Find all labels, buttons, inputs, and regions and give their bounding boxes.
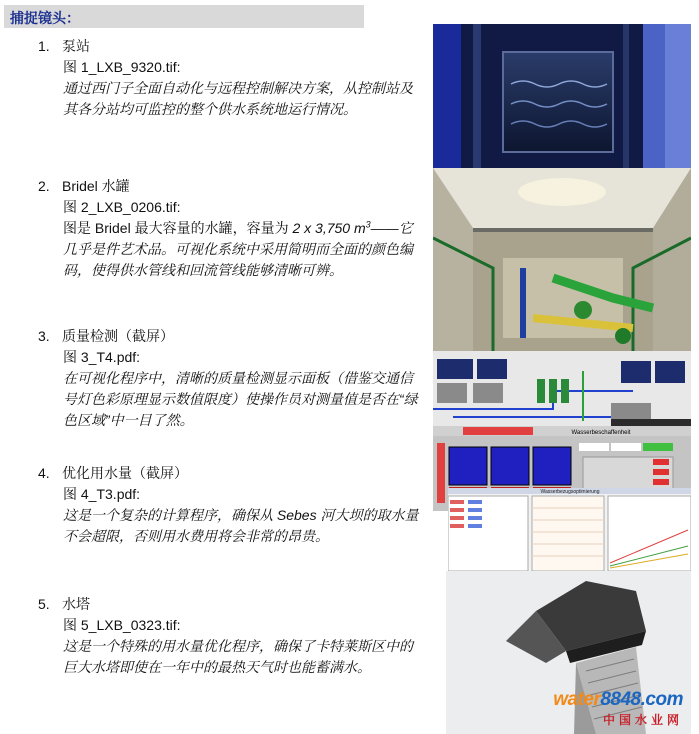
screenshot-quality-check [433,351,691,511]
item-filename: 图 2_LXB_0206.tif: [63,199,181,215]
item-title: 水塔 [62,596,90,612]
photo-water-tower [446,571,691,734]
list-item-bridel-tank [38,176,423,281]
item-filename: 图 3_T4.pdf: [63,349,141,365]
site-watermark [553,689,683,728]
screenshot-water-optimization [448,488,691,571]
item-number: 2. [38,178,50,194]
item-number: 5. [38,596,50,612]
photo-pump-station [433,24,691,168]
list-item-pump-station [38,36,423,120]
item-description: 图是 Bridel 最大容量的水罐，容量为 2 x 3,750 $m^3——$它几乎是件艺术品。可视化系统中采用简明而全面的颜色编码，使得供水管线和回流管线能够清晰可辨。 [63,219,413,278]
item-number: 3. [38,328,50,344]
item-filename: 图 4_T3.pdf: [63,486,141,502]
optimization-title: Wasserbezugsoptimierung [540,489,600,495]
list-item-quality-check [38,326,423,431]
photo-bridel-tank [433,168,691,351]
item-title: Bridel 水罐 [62,178,130,194]
item-title: 优化用水量（截屏） [62,465,188,481]
item-filename: 图 5_LXB_0323.tif: [63,617,181,633]
list-item-water-optimization [38,463,423,547]
item-number: 1. [38,38,50,54]
item-description: 这是一个特殊的用水量优化程序，确保了卡特莱斯区中的巨大水塔即使在一年中的最热天气时也能蓄满水。 [63,638,413,675]
item-description: 通过西门子全面自动化与远程控制解决方案，从控制站及其各分站均可监控的整个供水系统地运行情况。 [63,80,413,117]
section-title: 捕捉镜头： [10,11,80,27]
list-item-water-tower [38,594,423,678]
watermark-brand-domain: .com [640,689,683,710]
item-filename: 图 1_LXB_9320.tif: [63,59,181,75]
watermark-brand-word: water [553,689,601,710]
watermark-chinese: 中国水业网 [602,713,683,727]
item-number: 4. [38,465,50,481]
item-title: 质量检测（截屏） [62,328,174,344]
item-title: 泵站 [62,38,90,54]
watermark-brand-number: 8848 [600,689,641,710]
item-description: 在可视化程序中，清晰的质量检测显示面板（借鉴交通信号灯色彩原理显示数值限度）使操作员对测量值是否在“绿色区域”中一目了然。 [63,370,418,428]
item-description: 这是一个复杂的计算程序，确保从 Sebes 河大坝的取水量不会超限，否则用水费用将会非常的昂贵。 [63,507,419,544]
quality-panel-title: Wasserbeschaffenheit [571,430,631,436]
section-header [4,5,364,28]
